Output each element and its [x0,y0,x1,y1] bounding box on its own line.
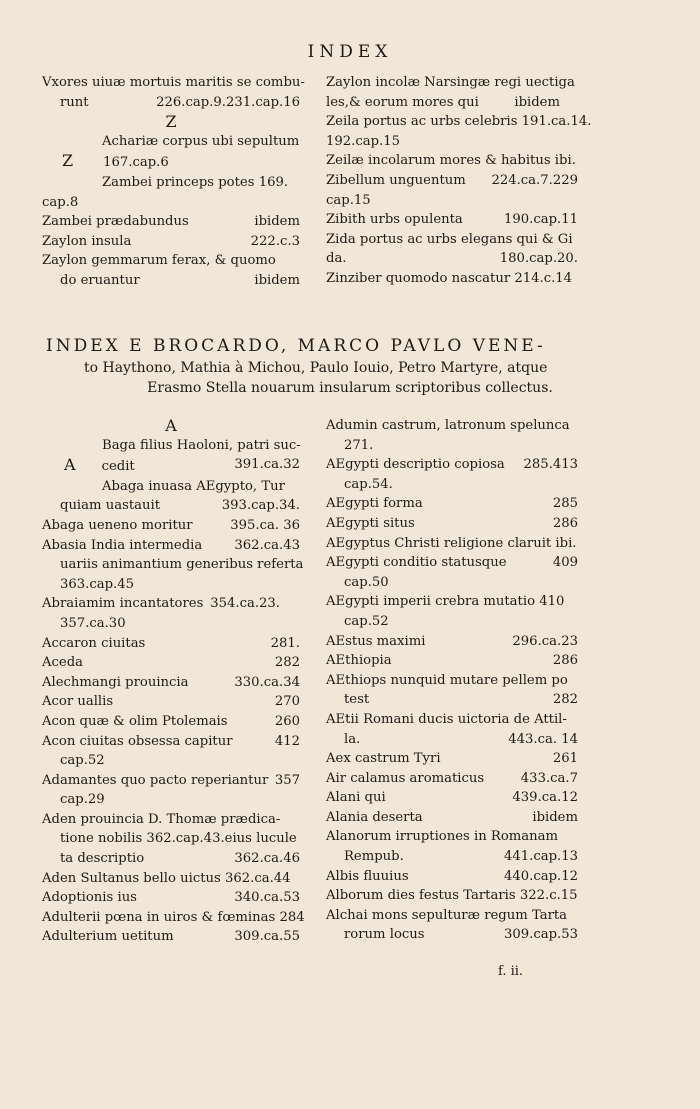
page-ref: 222.c.3 [250,233,300,249]
page-ref: 285 [552,496,578,512]
index-entry: Alanorum irruptiones in Romanam [326,829,559,845]
page-ref: 362.ca.43 [234,537,300,553]
index-entry-cont: do eruantur ibidem [42,271,300,291]
index-entry: Adulterium uetitum 309.ca.55 [42,927,300,947]
index-entry: AEgypti situs 286 [326,514,578,534]
page-ref: 443.ca. 14 [508,731,578,747]
index-entry-cont: tione nobilis 362.cap.43.eius lucule [60,831,297,847]
index-entry: Zambei princeps potes 169. [102,174,289,190]
index-entry-cont: 271. [344,437,374,453]
index-entry-cont: uariis animantium generibus referta [60,557,304,573]
index-entry: Aden Sultanus bello uictus 362.ca.44 [42,870,291,886]
index-entry: Achariæ corpus ubi sepultum [102,133,300,149]
page-ref: 190.cap.11 [503,212,578,228]
index-entry: Accaron ciuitas 281. [42,634,300,654]
page-ref: 286 [552,515,578,531]
page-ref: 309.ca.55 [234,929,300,945]
page-ref: 169. [258,174,289,190]
page-ref: 441.cap.13 [503,849,578,865]
index-entry-cont: quiam uastauit 393.cap.34. [42,496,300,516]
index-entry: Acor uallis 270 [42,692,300,712]
index-entry-cont: cap.52 [60,753,105,769]
section-heading: INDEX E BROCARDO, MARCO PAVLO VENE- [46,336,546,356]
index-entry: Adulterii pœna in uiros & fœminas 284 [42,909,305,925]
section-subheading: Erasmo Stella nouarum insularum scriptoribus collectus. [147,380,553,396]
index-entry: Air calamus aromaticus 433.ca.7 [326,769,578,789]
index-entry: Baga filius Haoloni, patri suc- [102,437,301,453]
page-ref: 286 [552,653,578,669]
index-entry: Adumin castrum, latronum spelunca [326,418,570,433]
page-ref: 296.ca.23 [512,633,578,649]
index-entry-cont: cap.52 [344,613,389,629]
index-entry-cont: 363.cap.45 [60,576,135,592]
z-index-left-column [42,73,305,291]
index-entry: Abaga ueneno moritur 395.ca. 36 [42,516,300,536]
index-entry: Zeila portus ac urbs celebris 191.ca.14. [326,114,592,130]
page-ref: ibidem [254,214,300,230]
index-entry: Acon ciuitas obsessa capitur 412 [42,732,300,752]
index-entry: AEgypti descriptio copiosa 285.413 [326,455,578,475]
page-ref: 357 [274,772,300,788]
index-entry-cont: Z 167.cap.6 [42,151,300,173]
page-ref: 282 [274,655,300,671]
page-ref: 440.cap.12 [503,868,578,884]
section-letter: Z [165,112,177,132]
index-entry: AEstus maximi 296.ca.23 [326,632,578,652]
page-ref: 362.ca.46 [234,851,300,867]
index-entry: Zida portus ac urbs elegans qui & Gi [326,231,573,247]
page-ref: 285.413 [523,457,578,473]
a-index-left-column [42,416,305,947]
index-entry-cont: ta descriptio 362.ca.46 [42,849,300,869]
index-entry: Acon quæ & olim Ptolemais 260 [42,712,300,732]
index-entry: Zaylon gemmarum ferax, & quomo [42,253,276,269]
page-ref: 409 [552,555,578,571]
index-entry: Abaga inuasa AEgypto, Tur [102,478,285,494]
page-ref: 261 [552,751,578,767]
signature-mark: f. ii. [498,964,524,979]
index-entry-cont: les,& eorum mores qui ibidem [326,93,578,113]
index-entry-cont: cap.54. [344,476,393,492]
index-entry: Zaylon insula 222.c.3 [42,232,300,252]
index-entry-cont: cap.50 [344,574,389,590]
index-entry: AEgypti imperii crebra mutatio 410 [326,594,565,610]
index-entry: AEthiopia 286 [326,651,578,671]
index-entry-cont: 357.ca.30 [60,615,126,631]
index-entry-cont: runt 226.cap.9.231.cap.16 [42,93,300,113]
index-entry: AEgyptus Christi religione claruit ibi. [326,535,577,551]
index-entry: Zaylon incolæ Narsingæ regi uectiga [326,75,575,90]
initial-letter: A [64,455,76,475]
index-entry: Alechmangi prouincia 330.ca.34 [42,673,300,693]
index-entry: Vxores uiuæ mortuis maritis se combu- [42,75,305,90]
page-ref: 393.cap.34. [221,498,300,514]
index-entry: AEgypti forma 285 [326,494,578,514]
index-entry: Zeilæ incolarum mores & habitus ibi. [326,153,576,169]
index-entry: Abasia India intermedia 362.ca.43 [42,536,300,556]
index-entry: Alchai mons sepulturæ regum Tarta [326,907,568,923]
page-ref: 270 [274,694,300,710]
page-ref: 433.ca.7 [520,770,578,786]
page-ref: 226.cap.9.231.cap.16 [156,94,300,110]
index-entry: Adamantes quo pacto reperiantur 357 [42,771,300,791]
page-ref: 281. [270,635,300,651]
page-ref: 395.ca. 36 [230,517,300,533]
section-subheading: to Haythono, Mathia à Michou, Paulo Iouio, Petro Martyre, atque [84,360,548,376]
index-entry: Aden prouincia D. Thomæ prædica- [42,811,281,827]
index-entry-cont: cap.29 [60,792,105,808]
index-entry-cont: A cedit 391.ca.32 [42,455,300,477]
index-entry: Alborum dies festus Tartaris 322.c.15 [326,888,578,904]
page-ref: 391.ca.32 [234,457,300,473]
page-ref: 309.cap.53 [503,927,578,943]
page-ref: 412 [274,733,300,749]
index-entry: Adoptionis ius 340.ca.53 [42,888,300,908]
index-entry: Zambei prædabundus ibidem [42,212,300,232]
index-entry: AEgypti conditio statusque 409 [326,553,578,573]
initial-letter: Z [62,151,74,171]
page-ref: ibidem [514,94,560,110]
a-index-right-column [326,416,578,945]
page-ref: 260 [274,713,300,729]
index-entry-cont: la. 443.ca. 14 [326,730,578,750]
index-entry-cont: test 282 [326,690,578,710]
page-ref: 180.cap.20. [499,251,578,267]
index-entry: Abraiamim incantatores 354.ca.23. [42,594,300,614]
index-entry: Alani qui 439.ca.12 [326,788,578,808]
index-entry: Zinziber quomodo nascatur 214.c.14 [326,270,573,286]
index-entry-cont: rorum locus 309.cap.53 [326,925,578,945]
index-entry-cont: da. 180.cap.20. [326,249,578,269]
index-entry: AEthiops nunquid mutare pellem po [326,672,568,688]
index-entry: Alania deserta ibidem [326,808,578,828]
page-ref: 340.ca.53 [234,890,300,906]
page-ref: 282 [552,692,578,708]
page-ref: 330.ca.34 [234,674,300,690]
index-entry: Aex castrum Tyri 261 [326,749,578,769]
index-entry-cont: cap.8 [42,194,79,210]
index-entry-cont: 192.cap.15 [326,133,401,149]
index-entry: Aceda 282 [42,653,300,673]
page-ref: 224.ca.7.229 [491,172,578,188]
page-ref: 354.ca.23. [210,596,280,612]
section-letter: A [165,416,177,435]
index-entry-cont: Rempub. 441.cap.13 [326,847,578,867]
index-entry: Zibith urbs opulenta 190.cap.11 [326,210,578,230]
index-entry: Albis fluuius 440.cap.12 [326,867,578,887]
index-entry-cont: cap.15 [326,192,371,208]
index-entry: Zibellum unguentum 224.ca.7.229 [326,171,578,191]
page-ref: ibidem [532,809,578,825]
index-entry: AEtii Romani ducis uictoria de Attil- [326,711,567,727]
page-ref: ibidem [254,272,300,288]
z-index-right-column [326,73,592,289]
running-head: INDEX [307,42,393,62]
page-ref: 439.ca.12 [512,790,578,806]
